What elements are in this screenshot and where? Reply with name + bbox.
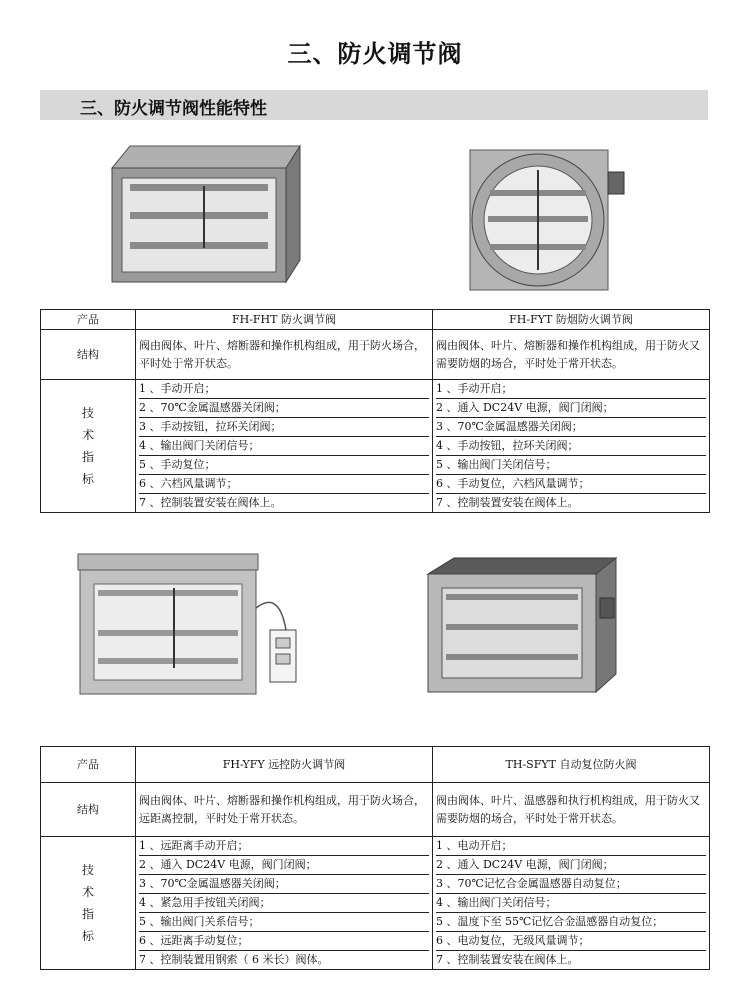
spec-item: 5 、手动复位； [139,456,429,475]
spec-list [433,837,710,970]
spec-item: 3 、70℃金属温感器关闭阀； [436,418,706,437]
spec-item: 6 、六档风量调节； [139,475,429,494]
spec-item: 4 、输出阀门关闭信号； [436,894,706,913]
spec-item: 4 、手动按钮，拉环关闭阀； [436,437,706,456]
th-sfyt-damper-photo [420,554,630,696]
spec-item: 5 、输出阀门关系信号； [139,913,429,932]
product-name: FH-YFY 远控防火调节阀 [136,747,433,783]
spec-item: 4 、输出阀门关闭信号； [139,437,429,456]
spec-label: 技术指标 [41,837,136,970]
spec-item: 3 、70℃记忆合金属温感器自动复位； [436,875,706,894]
spec-item: 7 、控制装置安装在阀体上。 [139,496,282,509]
spec-item: 6 、电动复位，无级风量调节； [436,932,706,951]
spec-item: 2 、70℃金属温感器关闭阀； [139,399,429,418]
spec-item: 7 、控制装置用钢索（ 6 米长）阀体。 [139,953,329,966]
section-title: 三、防火调节阀性能特性 [80,99,267,119]
structure-label: 结构 [41,783,136,837]
spec-table-2 [40,746,710,970]
structure-text: 阀由阀体、叶片、熔断器和操作机构组成，用于防火场合，平时处于常开状态。 [136,330,433,380]
spec-item: 5 、输出阀门关闭信号； [436,456,706,475]
fh-yfy-damper-photo [74,550,300,700]
structure-text: 阀由阀体、叶片、熔断器和操作机构组成，用于防火又需要防烟的场合，平时处于常开状态。 [433,330,710,380]
spec-item: 2 、通入 DC24V 电源，阀门闭阀； [436,856,706,875]
product-label: 产品 [41,310,136,330]
structure-text: 阀由阀体、叶片、温感器和执行机构组成，用于防火又需要防烟的场合，平时处于常开状态。 [433,783,710,837]
spec-item: 7 、控制装置安装在阀体上。 [436,496,579,509]
product-name: FH-FYT 防烟防火调节阀 [433,310,710,330]
spec-item: 1 、手动开启； [139,380,429,399]
spec-item: 2 、通入 DC24V 电源，阀门闭阀； [436,399,706,418]
spec-item: 1 、远距离手动开启； [139,837,429,856]
spec-item: 1 、手动开启； [436,380,706,399]
spec-item: 3 、手动按钮，拉环关闭阀； [139,418,429,437]
product-name: FH-FHT 防火调节阀 [136,310,433,330]
spec-item: 7 、控制装置安装在阀体上。 [436,953,579,966]
fh-fyt-damper-photo [460,148,638,294]
spec-list [136,837,433,970]
spec-item: 3 、70℃金属温感器关闭阀； [139,875,429,894]
spec-item: 1 、电动开启； [436,837,706,856]
spec-item: 5 、温度下至 55℃记忆合金温感器自动复位； [436,913,706,932]
spec-table-1 [40,309,710,513]
spec-item: 6 、远距离手动复位； [139,932,429,951]
page-title: 三、防火调节阀 [287,40,463,68]
spec-label: 技术指标 [41,380,136,513]
structure-text: 阀由阀体、叶片、熔断器和操作机构组成，用于防火场合，远距离控制，平时处于常开状态。 [136,783,433,837]
spec-list [433,380,710,513]
product-label: 产品 [41,747,136,783]
spec-item: 2 、通入 DC24V 电源，阀门闭阀； [139,856,429,875]
structure-label: 结构 [41,330,136,380]
spec-list [136,380,433,513]
product-name: TH-SFYT 自动复位防火阀 [433,747,710,783]
spec-item: 4 、紧急用手按钮关闭阀； [139,894,429,913]
fh-fht-damper-photo [100,138,310,288]
spec-item: 6 、手动复位，六档风量调节； [436,475,706,494]
